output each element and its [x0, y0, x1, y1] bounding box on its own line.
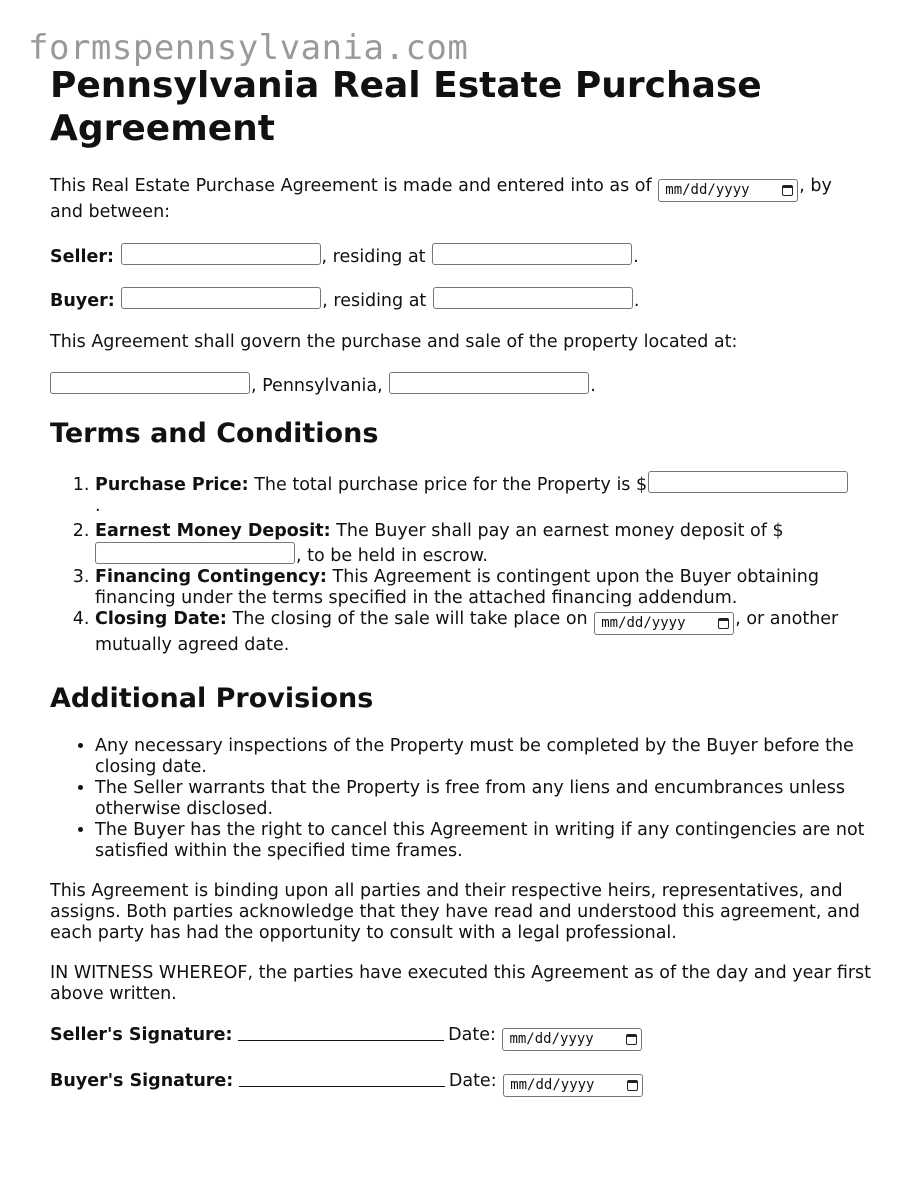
seller-signature-label: Seller's Signature: — [50, 1025, 233, 1045]
seller-end: . — [633, 247, 639, 267]
property-end: . — [590, 376, 596, 396]
binding-paragraph: This Agreement is binding upon all parties and their respective heirs, representatives, and assigns. Both parties acknowledge that they have read and understood this agreement, and each party has had the opportunity to consult with a legal professional. — [50, 881, 860, 943]
intro-text-after: , by and between: — [50, 176, 832, 222]
property-address-input[interactable] — [50, 372, 250, 394]
property-state-text: , Pennsylvania, — [251, 376, 383, 396]
provisions-list — [50, 736, 880, 862]
financing-text: This Agreement is contingent upon the Buyer obtaining financing under the terms specified in the attached financing addendum. — [95, 567, 819, 608]
seller-label: Seller: — [50, 247, 114, 267]
witness-paragraph: IN WITNESS WHEREOF, the parties have executed this Agreement as of the day and year first above written. — [50, 963, 872, 1004]
seller-row — [50, 243, 880, 268]
calendar-icon[interactable] — [782, 185, 793, 196]
buyer-signature-line[interactable] — [239, 1070, 445, 1087]
buyer-residing-text: , residing at — [322, 291, 427, 311]
term-closing-date — [95, 609, 880, 656]
document — [50, 64, 880, 1097]
purchase-price-end: . — [95, 496, 101, 516]
buyer-date-label: Date: — [448, 1071, 497, 1091]
closing-date-text: The closing of the sale will take place on — [232, 609, 588, 629]
buyer-name-input[interactable] — [121, 287, 321, 309]
seller-signature-line[interactable] — [238, 1024, 444, 1041]
date-placeholder: mm/dd/yyyy — [665, 182, 750, 198]
seller-address-input[interactable] — [432, 243, 632, 265]
intro-text: This Real Estate Purchase Agreement is made and entered into as of — [50, 176, 652, 196]
seller-name-input[interactable] — [121, 243, 321, 265]
buyer-signature-date-input[interactable] — [503, 1074, 643, 1097]
buyer-row — [50, 287, 880, 312]
buyer-signature-label: Buyer's Signature: — [50, 1071, 234, 1091]
earnest-money-end: , to be held in escrow. — [296, 546, 488, 566]
term-financing — [95, 567, 880, 609]
property-zip-input[interactable] — [389, 372, 589, 394]
agreement-date-input[interactable] — [658, 179, 798, 202]
earnest-money-text: The Buyer shall pay an earnest money deposit of $ — [336, 521, 784, 541]
provision-item: • The Seller warrants that the Property is free from any liens and encumbrances unless otherwise disclosed. — [95, 778, 880, 820]
buyer-label: Buyer: — [50, 291, 115, 311]
provision-item: • Any necessary inspections of the Property must be completed by the Buyer before the closing date. — [95, 736, 880, 778]
date-placeholder: mm/dd/yyyy — [510, 1077, 595, 1093]
page-title: Pennsylvania Real Estate Purchase Agreement — [50, 65, 762, 149]
intro-paragraph — [50, 176, 850, 223]
date-placeholder: mm/dd/yyyy — [601, 615, 686, 631]
property-intro: This Agreement shall govern the purchase and sale of the property located at: — [50, 332, 738, 352]
purchase-price-input[interactable] — [648, 471, 848, 493]
date-placeholder: mm/dd/yyyy — [509, 1031, 594, 1047]
purchase-price-label: Purchase Price: — [95, 475, 249, 495]
calendar-icon[interactable] — [627, 1080, 638, 1091]
earnest-money-input[interactable] — [95, 542, 295, 564]
provisions-heading: Additional Provisions — [50, 683, 374, 714]
calendar-icon[interactable] — [718, 618, 729, 629]
financing-label: Financing Contingency: — [95, 567, 327, 587]
seller-residing-text: , residing at — [321, 247, 426, 267]
watermark: formspennsylvania.com — [28, 28, 469, 68]
provision-item: • The Buyer has the right to cancel this Agreement in writing if any contingencies are not satisfied within the specified time frames. — [95, 820, 880, 862]
terms-heading: Terms and Conditions — [50, 418, 379, 449]
buyer-signature-row — [50, 1070, 880, 1097]
property-row — [50, 372, 880, 397]
closing-date-input[interactable] — [594, 612, 734, 635]
closing-date-label: Closing Date: — [95, 609, 227, 629]
purchase-price-text: The total purchase price for the Property is $ — [254, 475, 648, 495]
term-earnest-money — [95, 521, 880, 567]
seller-date-label: Date: — [448, 1025, 496, 1045]
buyer-address-input[interactable] — [433, 287, 633, 309]
calendar-icon[interactable] — [626, 1034, 637, 1045]
earnest-money-label: Earnest Money Deposit: — [95, 521, 331, 541]
term-purchase-price — [95, 471, 880, 517]
seller-signature-row — [50, 1024, 880, 1051]
closing-date-end: , or another mutually agreed date. — [95, 609, 839, 655]
buyer-end: . — [633, 291, 640, 311]
terms-list — [50, 471, 880, 656]
seller-signature-date-input[interactable] — [502, 1028, 642, 1051]
